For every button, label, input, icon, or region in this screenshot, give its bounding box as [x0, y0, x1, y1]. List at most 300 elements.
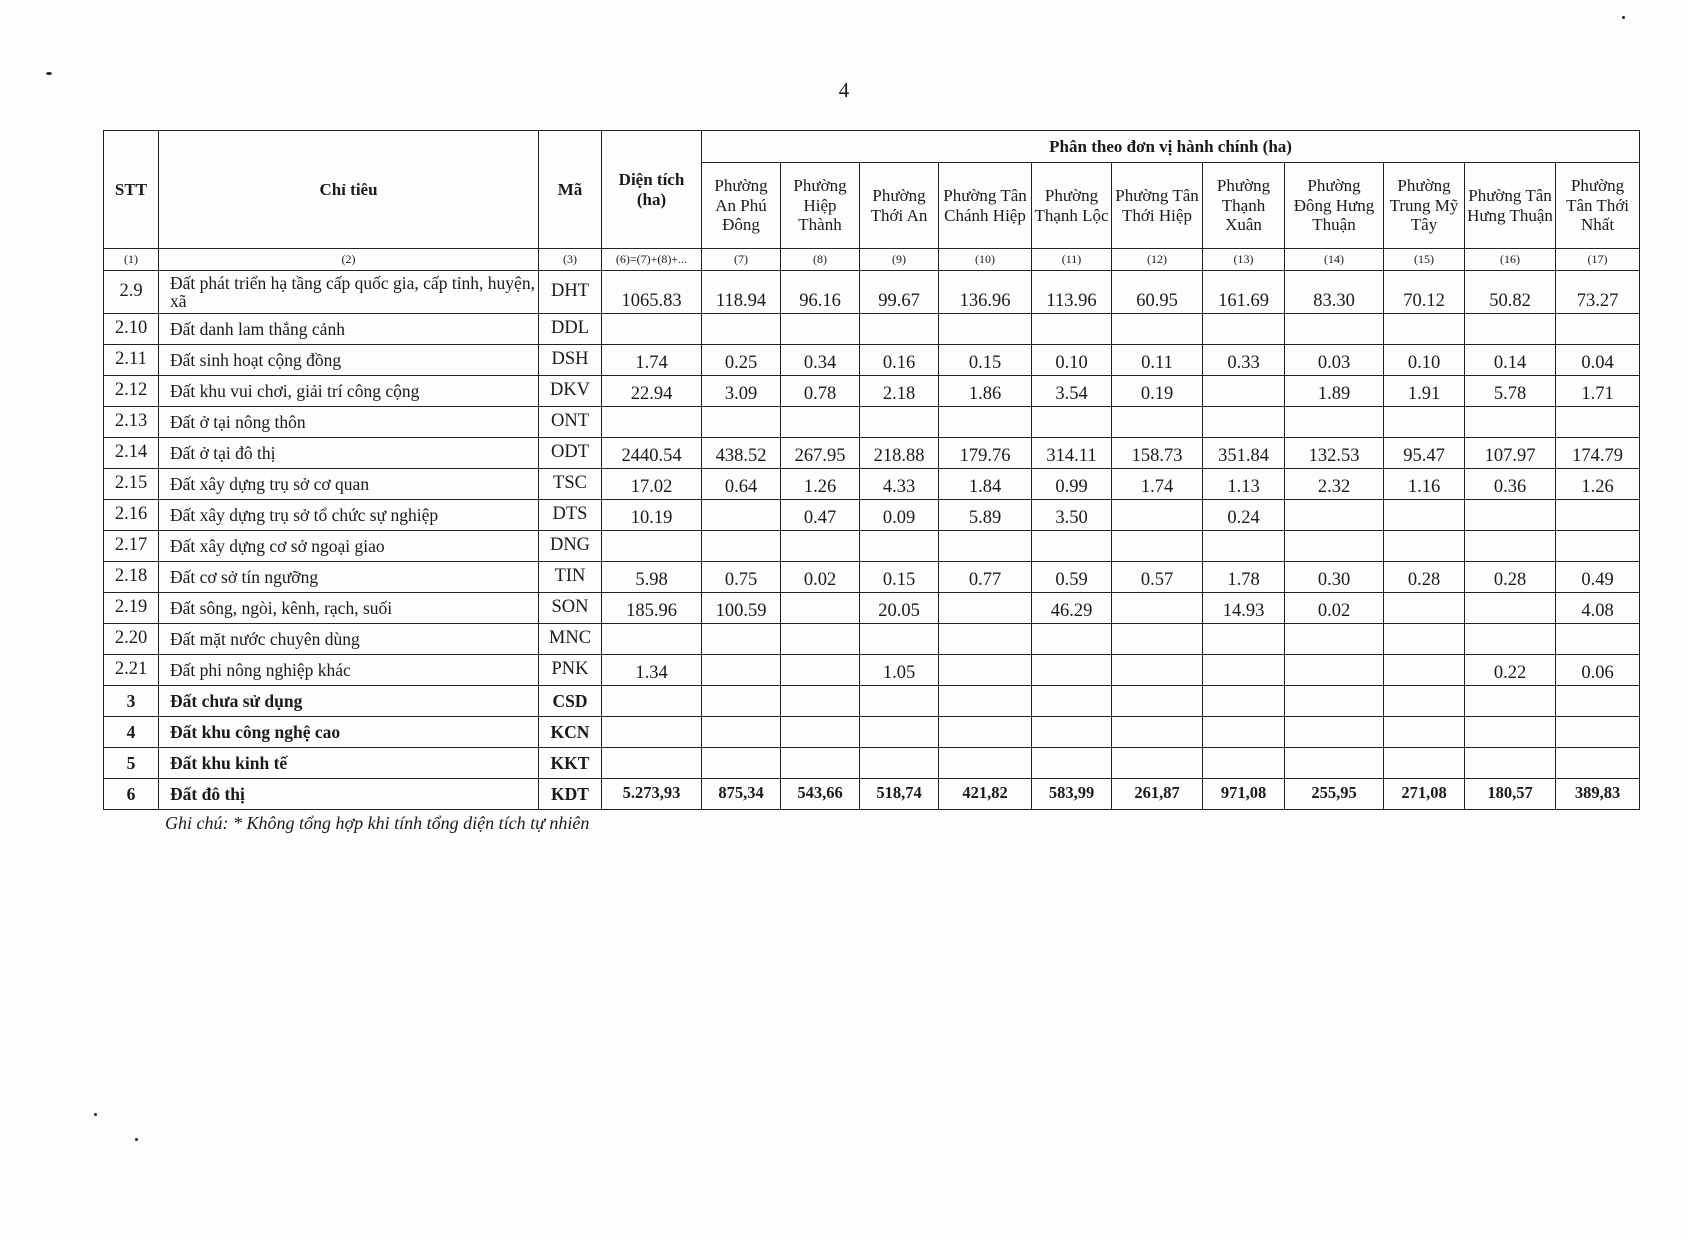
cell-ward-value: 971,08 [1203, 779, 1285, 810]
cell-ward-value: 0.28 [1384, 562, 1465, 593]
cell-ward-value [1112, 407, 1203, 438]
cell-code: TIN [539, 562, 602, 593]
cell-total-area: 5.273,93 [602, 779, 702, 810]
cell-stt: 5 [104, 748, 159, 779]
cell-ward-value: 583,99 [1032, 779, 1112, 810]
header-chi-tieu: Chỉ tiêu [159, 131, 539, 249]
cell-ward-value [1384, 531, 1465, 562]
cell-ward-value [1032, 655, 1112, 686]
cell-ward-value [1285, 531, 1384, 562]
cell-indicator-name: Đất phi nông nghiệp khác [159, 655, 539, 686]
cell-ward-value [939, 748, 1032, 779]
cell-ward-value [860, 531, 939, 562]
cell-ward-value [702, 500, 781, 531]
cell-ward-value [781, 314, 860, 345]
cell-indicator-name: Đất đô thị [159, 779, 539, 810]
cell-ward-value: 0.36 [1465, 469, 1556, 500]
cell-ward-value: 107.97 [1465, 438, 1556, 469]
cell-code: KKT [539, 748, 602, 779]
cell-ward-value [1285, 407, 1384, 438]
cell-stt: 2.19 [104, 593, 159, 624]
cell-ward-value [860, 748, 939, 779]
cell-ward-value: 0.30 [1285, 562, 1384, 593]
table-row [104, 469, 1640, 500]
table-row [104, 500, 1640, 531]
cell-ward-value: 60.95 [1112, 271, 1203, 314]
cell-ward-value [702, 624, 781, 655]
cell-code: KDT [539, 779, 602, 810]
header-ward: Phường Thới An [860, 163, 939, 249]
cell-ward-value [1556, 531, 1640, 562]
cell-stt: 4 [104, 717, 159, 748]
cell-ward-value [860, 314, 939, 345]
header-column-number: (3) [539, 249, 602, 271]
cell-ward-value: 421,82 [939, 779, 1032, 810]
cell-ward-value: 0.47 [781, 500, 860, 531]
cell-code: DKV [539, 376, 602, 407]
cell-ward-value [1384, 717, 1465, 748]
cell-indicator-name: Đất xây dựng cơ sở ngoại giao [159, 531, 539, 562]
cell-ward-value [1556, 748, 1640, 779]
cell-ward-value [1556, 686, 1640, 717]
cell-ward-value [1556, 407, 1640, 438]
cell-ward-value: 1.26 [781, 469, 860, 500]
cell-stt: 2.18 [104, 562, 159, 593]
cell-ward-value: 20.05 [860, 593, 939, 624]
cell-code: ODT [539, 438, 602, 469]
cell-ward-value [1032, 624, 1112, 655]
cell-code: SON [539, 593, 602, 624]
cell-ward-value: 1.78 [1203, 562, 1285, 593]
header-column-number: (1) [104, 249, 159, 271]
cell-stt: 2.15 [104, 469, 159, 500]
cell-total-area: 1.34 [602, 655, 702, 686]
cell-ward-value [1203, 376, 1285, 407]
cell-ward-value [702, 717, 781, 748]
cell-ward-value [860, 624, 939, 655]
header-column-number: (11) [1032, 249, 1112, 271]
table-row [104, 593, 1640, 624]
table-row [104, 314, 1640, 345]
cell-ward-value [781, 655, 860, 686]
page-number: 4 [838, 78, 850, 102]
scan-speck [1622, 16, 1625, 19]
cell-code: DHT [539, 271, 602, 314]
header-column-number: (10) [939, 249, 1032, 271]
cell-total-area: 5.98 [602, 562, 702, 593]
table-row [104, 748, 1640, 779]
cell-indicator-name: Đất danh lam thắng cảnh [159, 314, 539, 345]
cell-indicator-name: Đất khu công nghệ cao [159, 717, 539, 748]
cell-ward-value [939, 314, 1032, 345]
cell-ward-value [1112, 717, 1203, 748]
cell-ward-value [1032, 314, 1112, 345]
cell-ward-value [939, 686, 1032, 717]
cell-ward-value: 50.82 [1465, 271, 1556, 314]
cell-ward-value: 0.28 [1465, 562, 1556, 593]
cell-ward-value: 113.96 [1032, 271, 1112, 314]
cell-code: DTS [539, 500, 602, 531]
cell-ward-value [1285, 717, 1384, 748]
cell-ward-value [1384, 407, 1465, 438]
header-ward: Phường Tân Hưng Thuận [1465, 163, 1556, 249]
cell-ward-value: 0.14 [1465, 345, 1556, 376]
cell-ward-value [1285, 686, 1384, 717]
cell-indicator-name: Đất xây dựng trụ sở tổ chức sự nghiệp [159, 500, 539, 531]
cell-ward-value: 4.08 [1556, 593, 1640, 624]
table-row [104, 407, 1640, 438]
cell-total-area [602, 624, 702, 655]
header-ward: Phường An Phú Đông [702, 163, 781, 249]
cell-ward-value [1203, 717, 1285, 748]
cell-ward-value [1112, 531, 1203, 562]
cell-ward-value: 1.16 [1384, 469, 1465, 500]
header-ward: Phường Hiệp Thành [781, 163, 860, 249]
cell-ward-value [1556, 500, 1640, 531]
cell-ward-value [939, 717, 1032, 748]
cell-ward-value: 1.71 [1556, 376, 1640, 407]
cell-ward-value [702, 407, 781, 438]
cell-ward-value [1112, 686, 1203, 717]
header-column-number: (8) [781, 249, 860, 271]
cell-ward-value: 218.88 [860, 438, 939, 469]
cell-ward-value [1465, 407, 1556, 438]
cell-ward-value: 0.25 [702, 345, 781, 376]
cell-ward-value: 174.79 [1556, 438, 1640, 469]
cell-ward-value [1384, 314, 1465, 345]
cell-ward-value [781, 593, 860, 624]
cell-ward-value [939, 407, 1032, 438]
cell-ward-value: 1.26 [1556, 469, 1640, 500]
cell-indicator-name: Đất mặt nước chuyên dùng [159, 624, 539, 655]
cell-ward-value: 0.15 [860, 562, 939, 593]
cell-stt: 2.16 [104, 500, 159, 531]
cell-ward-value: 518,74 [860, 779, 939, 810]
cell-ward-value: 438.52 [702, 438, 781, 469]
cell-code: DSH [539, 345, 602, 376]
cell-code: PNK [539, 655, 602, 686]
cell-total-area: 10.19 [602, 500, 702, 531]
cell-ward-value [781, 717, 860, 748]
cell-ward-value: 179.76 [939, 438, 1032, 469]
cell-ward-value [1465, 500, 1556, 531]
cell-ward-value [702, 686, 781, 717]
cell-total-area: 1.74 [602, 345, 702, 376]
cell-indicator-name: Đất khu vui chơi, giải trí công cộng [159, 376, 539, 407]
cell-ward-value: 0.49 [1556, 562, 1640, 593]
cell-total-area [602, 748, 702, 779]
header-column-number: (16) [1465, 249, 1556, 271]
cell-ward-value: 0.78 [781, 376, 860, 407]
cell-ward-value [1384, 500, 1465, 531]
header-group-wards: Phân theo đơn vị hành chính (ha) [702, 131, 1640, 163]
cell-stt: 6 [104, 779, 159, 810]
cell-ward-value: 83.30 [1285, 271, 1384, 314]
cell-ward-value [1203, 314, 1285, 345]
cell-ward-value [939, 531, 1032, 562]
cell-ward-value [1203, 624, 1285, 655]
cell-ward-value: 0.16 [860, 345, 939, 376]
cell-ward-value [1465, 686, 1556, 717]
cell-ward-value: 2.32 [1285, 469, 1384, 500]
cell-ward-value [781, 748, 860, 779]
cell-stt: 2.20 [104, 624, 159, 655]
cell-ward-value: 0.99 [1032, 469, 1112, 500]
cell-stt: 2.21 [104, 655, 159, 686]
cell-stt: 2.12 [104, 376, 159, 407]
cell-ward-value: 1.13 [1203, 469, 1285, 500]
table-row [104, 438, 1640, 469]
cell-ward-value [939, 655, 1032, 686]
cell-ward-value: 1.91 [1384, 376, 1465, 407]
cell-ward-value: 261,87 [1112, 779, 1203, 810]
cell-ward-value: 0.59 [1032, 562, 1112, 593]
cell-code: TSC [539, 469, 602, 500]
cell-ward-value [1285, 500, 1384, 531]
cell-ward-value [1285, 748, 1384, 779]
table-row [104, 624, 1640, 655]
cell-indicator-name: Đất cơ sở tín ngưỡng [159, 562, 539, 593]
cell-total-area [602, 717, 702, 748]
cell-ward-value: 96.16 [781, 271, 860, 314]
cell-ward-value: 0.10 [1384, 345, 1465, 376]
cell-ward-value: 0.10 [1032, 345, 1112, 376]
cell-ward-value [1384, 655, 1465, 686]
cell-stt: 2.17 [104, 531, 159, 562]
cell-ward-value: 136.96 [939, 271, 1032, 314]
cell-ward-value [1032, 748, 1112, 779]
cell-ward-value: 0.09 [860, 500, 939, 531]
cell-code: DDL [539, 314, 602, 345]
cell-ward-value [1465, 593, 1556, 624]
header-ward: Phường Đông Hưng Thuận [1285, 163, 1384, 249]
cell-ward-value: 180,57 [1465, 779, 1556, 810]
header-column-number: (2) [159, 249, 539, 271]
cell-ward-value: 3.09 [702, 376, 781, 407]
cell-ward-value: 2.18 [860, 376, 939, 407]
cell-stt: 2.13 [104, 407, 159, 438]
cell-ward-value [1384, 593, 1465, 624]
cell-ward-value [702, 531, 781, 562]
cell-indicator-name: Đất xây dựng trụ sở cơ quan [159, 469, 539, 500]
cell-ward-value: 46.29 [1032, 593, 1112, 624]
cell-code: DNG [539, 531, 602, 562]
cell-ward-value: 255,95 [1285, 779, 1384, 810]
cell-ward-value [1384, 686, 1465, 717]
cell-ward-value: 0.02 [781, 562, 860, 593]
cell-ward-value: 14.93 [1203, 593, 1285, 624]
cell-ward-value: 0.33 [1203, 345, 1285, 376]
cell-ward-value [1112, 593, 1203, 624]
cell-ward-value [1465, 748, 1556, 779]
cell-total-area [602, 314, 702, 345]
cell-stt: 2.14 [104, 438, 159, 469]
cell-ward-value: 158.73 [1112, 438, 1203, 469]
cell-indicator-name: Đất khu kinh tế [159, 748, 539, 779]
cell-ward-value [1384, 624, 1465, 655]
header-ward: Phường Trung Mỹ Tây [1384, 163, 1465, 249]
header-column-number: (14) [1285, 249, 1384, 271]
cell-ward-value: 351.84 [1203, 438, 1285, 469]
table-row [104, 686, 1640, 717]
cell-ward-value: 4.33 [860, 469, 939, 500]
cell-ward-value: 389,83 [1556, 779, 1640, 810]
cell-ward-value [1032, 531, 1112, 562]
header-dien-tich: Diện tích (ha) [602, 131, 702, 249]
cell-indicator-name: Đất phát triển hạ tầng cấp quốc gia, cấp tỉnh, huyện, xã [159, 271, 539, 314]
cell-indicator-name: Đất ở tại nông thôn [159, 407, 539, 438]
cell-ward-value: 0.24 [1203, 500, 1285, 531]
header-ward: Phường Tân Thới Hiệp [1112, 163, 1203, 249]
table-body [104, 271, 1640, 810]
cell-ward-value [1465, 314, 1556, 345]
cell-ward-value [1203, 686, 1285, 717]
cell-ward-value: 73.27 [1556, 271, 1640, 314]
cell-ward-value [1203, 655, 1285, 686]
header-column-number: (6)=(7)+(8)+... [602, 249, 702, 271]
cell-ward-value [860, 717, 939, 748]
cell-total-area [602, 686, 702, 717]
cell-ward-value [1556, 314, 1640, 345]
cell-ward-value: 118.94 [702, 271, 781, 314]
cell-ward-value [1285, 655, 1384, 686]
cell-ward-value: 543,66 [781, 779, 860, 810]
header-ma: Mã [539, 131, 602, 249]
cell-ward-value: 0.77 [939, 562, 1032, 593]
cell-ward-value: 1.86 [939, 376, 1032, 407]
cell-ward-value [781, 686, 860, 717]
cell-ward-value [1112, 314, 1203, 345]
cell-ward-value: 314.11 [1032, 438, 1112, 469]
header-column-number: (9) [860, 249, 939, 271]
cell-ward-value [939, 593, 1032, 624]
cell-ward-value: 161.69 [1203, 271, 1285, 314]
cell-ward-value [702, 655, 781, 686]
cell-total-area: 2440.54 [602, 438, 702, 469]
cell-ward-value: 5.78 [1465, 376, 1556, 407]
cell-code: ONT [539, 407, 602, 438]
cell-ward-value: 0.34 [781, 345, 860, 376]
cell-ward-value [939, 624, 1032, 655]
cell-ward-value [1032, 686, 1112, 717]
cell-ward-value [702, 314, 781, 345]
cell-ward-value [781, 531, 860, 562]
table-header [104, 131, 1640, 271]
cell-ward-value [1384, 748, 1465, 779]
cell-ward-value: 0.11 [1112, 345, 1203, 376]
cell-total-area: 1065.83 [602, 271, 702, 314]
cell-indicator-name: Đất ở tại đô thị [159, 438, 539, 469]
table-row [104, 531, 1640, 562]
cell-total-area [602, 407, 702, 438]
land-use-table [103, 130, 1640, 810]
cell-ward-value: 70.12 [1384, 271, 1465, 314]
cell-code: KCN [539, 717, 602, 748]
cell-total-area: 22.94 [602, 376, 702, 407]
cell-ward-value [860, 686, 939, 717]
cell-ward-value [702, 748, 781, 779]
scan-speck [94, 1113, 97, 1116]
cell-stt: 2.11 [104, 345, 159, 376]
cell-ward-value: 1.05 [860, 655, 939, 686]
cell-ward-value: 1.89 [1285, 376, 1384, 407]
cell-ward-value: 0.75 [702, 562, 781, 593]
table-row [104, 562, 1640, 593]
header-ward: Phường Thạnh Lộc [1032, 163, 1112, 249]
cell-ward-value: 267.95 [781, 438, 860, 469]
cell-ward-value: 3.54 [1032, 376, 1112, 407]
table-row [104, 655, 1640, 686]
header-ward: Phường Tân Thới Nhất [1556, 163, 1640, 249]
scan-speck [46, 72, 52, 75]
cell-ward-value [1556, 624, 1640, 655]
table-row [104, 271, 1640, 314]
cell-ward-value [1032, 407, 1112, 438]
cell-code: MNC [539, 624, 602, 655]
cell-ward-value [1465, 624, 1556, 655]
table-row [104, 376, 1640, 407]
cell-ward-value [1112, 748, 1203, 779]
header-column-number: (12) [1112, 249, 1203, 271]
cell-ward-value [1203, 748, 1285, 779]
header-column-number: (13) [1203, 249, 1285, 271]
header-column-number: (7) [702, 249, 781, 271]
cell-ward-value: 132.53 [1285, 438, 1384, 469]
header-ward: Phường Thạnh Xuân [1203, 163, 1285, 249]
header-column-number: (15) [1384, 249, 1465, 271]
cell-ward-value: 271,08 [1384, 779, 1465, 810]
cell-stt: 2.9 [104, 271, 159, 314]
cell-indicator-name: Đất sông, ngòi, kênh, rạch, suối [159, 593, 539, 624]
header-stt: STT [104, 131, 159, 249]
cell-ward-value [1203, 531, 1285, 562]
cell-indicator-name: Đất sinh hoạt cộng đồng [159, 345, 539, 376]
header-ward: Phường Tân Chánh Hiệp [939, 163, 1032, 249]
cell-ward-value [1285, 624, 1384, 655]
cell-ward-value [1112, 500, 1203, 531]
cell-ward-value: 875,34 [702, 779, 781, 810]
cell-total-area: 17.02 [602, 469, 702, 500]
cell-stt: 2.10 [104, 314, 159, 345]
cell-ward-value [781, 624, 860, 655]
cell-ward-value [1465, 717, 1556, 748]
cell-ward-value [860, 407, 939, 438]
cell-ward-value: 0.64 [702, 469, 781, 500]
cell-indicator-name: Đất chưa sử dụng [159, 686, 539, 717]
land-use-table-container [103, 130, 1639, 810]
cell-ward-value: 99.67 [860, 271, 939, 314]
cell-ward-value: 95.47 [1384, 438, 1465, 469]
cell-total-area: 185.96 [602, 593, 702, 624]
cell-ward-value [1556, 717, 1640, 748]
cell-ward-value: 0.03 [1285, 345, 1384, 376]
cell-code: CSD [539, 686, 602, 717]
cell-ward-value: 0.15 [939, 345, 1032, 376]
cell-ward-value [1285, 314, 1384, 345]
table-row [104, 345, 1640, 376]
cell-ward-value [1032, 717, 1112, 748]
cell-ward-value: 1.84 [939, 469, 1032, 500]
cell-ward-value [781, 407, 860, 438]
cell-ward-value: 3.50 [1032, 500, 1112, 531]
cell-ward-value [1203, 407, 1285, 438]
cell-ward-value: 5.89 [939, 500, 1032, 531]
table-row [104, 717, 1640, 748]
cell-ward-value: 0.57 [1112, 562, 1203, 593]
cell-ward-value: 0.19 [1112, 376, 1203, 407]
footnote: Ghi chú: * Không tổng hợp khi tính tổng diện tích tự nhiên [165, 813, 590, 833]
cell-total-area [602, 531, 702, 562]
